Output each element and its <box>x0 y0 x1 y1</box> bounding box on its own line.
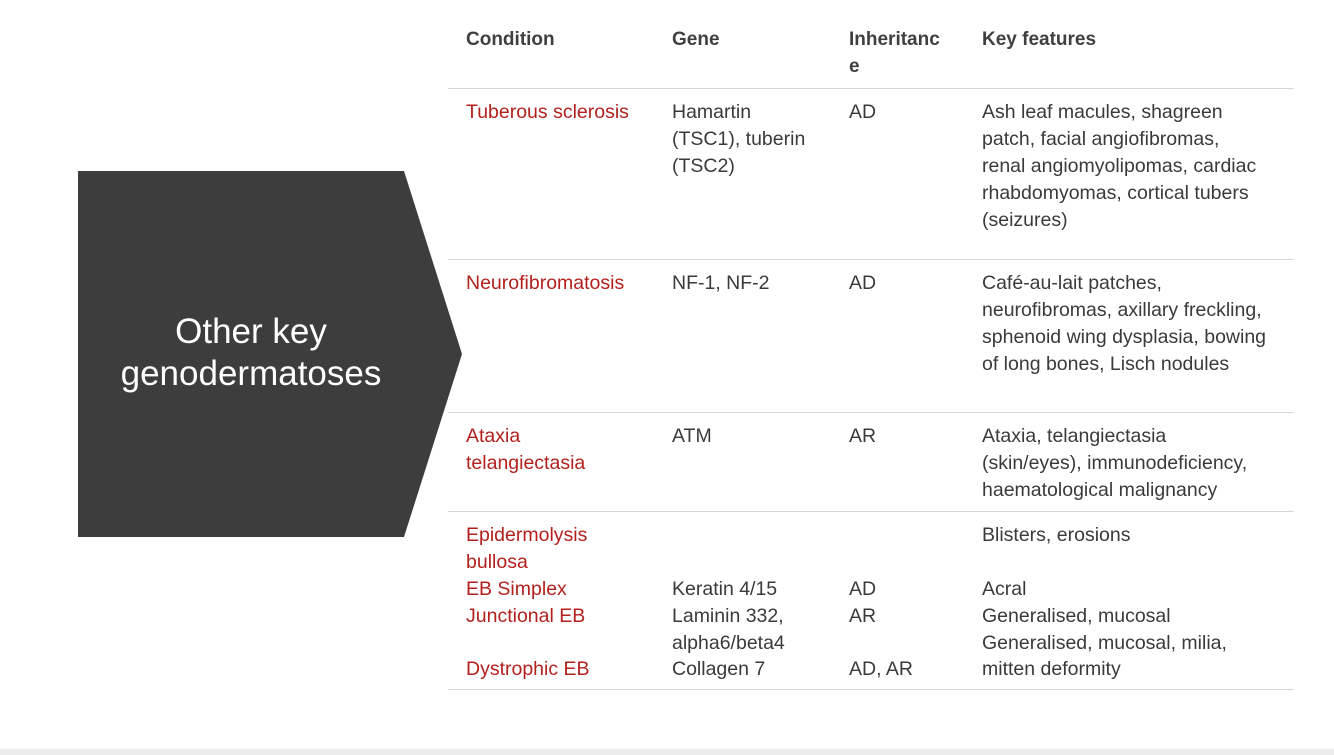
header-inheritance: Inheritanc e <box>849 29 940 77</box>
subtype-features-cell: mitten deformity <box>982 658 1121 680</box>
inheritance-cell: AD <box>849 272 877 294</box>
table-row <box>448 260 1294 413</box>
table-row <box>448 413 1294 512</box>
subtype-features-cell: Generalised, mucosal Generalised, mucosal, milia, <box>982 605 1227 654</box>
features-cell: Ataxia, telangiectasia (skin/eyes), immunodeficiency, haematological malignancy <box>982 425 1248 501</box>
features-cell: Ash leaf macules, shagreen patch, facial angiofibromas, renal angiomyolipomas, cardiac rhabdomyomas, cortical tubers (seizures) <box>982 101 1257 231</box>
table-header-row <box>448 26 1294 89</box>
header-gene: Gene <box>672 29 720 50</box>
condition-cell: Ataxia telangiectasia <box>466 425 586 474</box>
inheritance-cell: AD <box>849 101 877 123</box>
features-cell: Café-au-lait patches, neurofibromas, axillary freckling, sphenoid wing dysplasia, bowing of long bones, Lisch nodules <box>982 272 1267 375</box>
inheritance-cell: AR <box>849 425 877 447</box>
subtype-inheritance-cell: AR <box>849 605 877 627</box>
subtype-gene-cell: Collagen 7 <box>672 658 766 680</box>
header-key-features: Key features <box>982 29 1097 50</box>
header-condition: Condition <box>466 29 555 50</box>
table-row <box>448 89 1294 260</box>
section-title: Other key genodermatoses <box>120 312 382 393</box>
subtype-features-cell: Acral <box>982 578 1027 600</box>
genodermatoses-table <box>448 26 1294 690</box>
subtype-gene-cell: Keratin 4/15 <box>672 578 778 600</box>
subtype-inheritance-cell: AD <box>849 578 877 600</box>
subtype-condition-cell: Junctional EB <box>466 605 586 627</box>
section-chevron <box>78 171 462 537</box>
gene-cell: ATM <box>672 425 712 447</box>
subtype-condition-cell: EB Simplex <box>466 578 567 600</box>
condition-cell: Neurofibromatosis <box>466 272 625 294</box>
gene-cell: Hamartin (TSC1), tuberin (TSC2) <box>672 101 806 177</box>
bottom-divider <box>0 749 1334 755</box>
subtype-inheritance-cell: AD, AR <box>849 658 913 680</box>
condition-cell: Tuberous sclerosis <box>466 101 629 123</box>
features-cell: Blisters, erosions <box>982 524 1131 546</box>
gene-cell: NF-1, NF-2 <box>672 272 770 294</box>
table-row <box>448 512 1294 690</box>
subtype-gene-cell: Laminin 332, alpha6/beta4 <box>672 605 785 654</box>
condition-cell: Epidermolysis bullosa <box>466 524 588 573</box>
subtype-condition-cell: Dystrophic EB <box>466 658 590 680</box>
